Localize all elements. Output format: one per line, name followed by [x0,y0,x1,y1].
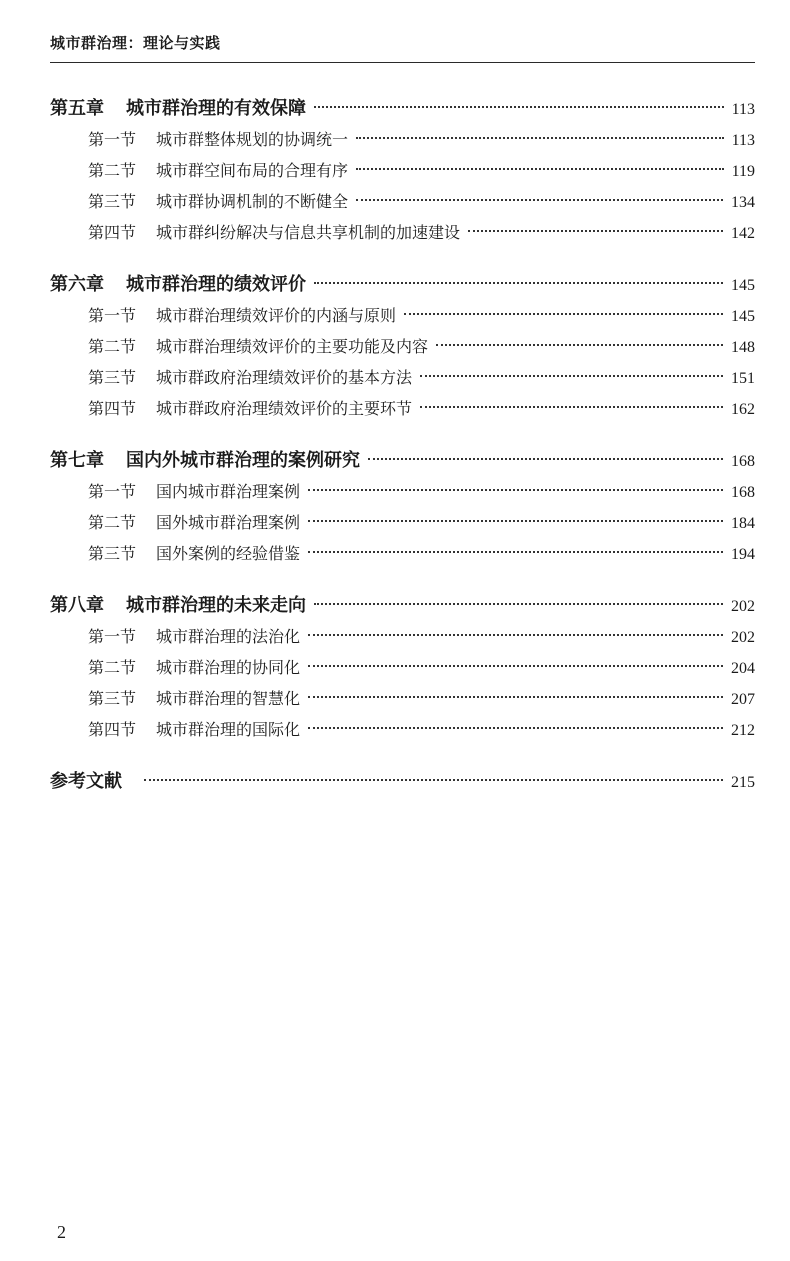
dot-leader [468,230,723,232]
section-title: 城市群治理的法治化 [156,627,301,646]
dot-leader [314,282,723,284]
dot-leader [308,551,723,553]
section-page: 207 [731,691,755,708]
toc-section-entry[interactable] [50,362,755,393]
toc-section-entry[interactable] [50,217,755,248]
section-title: 城市群政府治理绩效评价的基本方法 [156,368,413,387]
toc-section-entry[interactable] [50,331,755,362]
section-number: 第一节 [88,306,137,325]
section-page: 184 [731,515,755,532]
section-number: 第三节 [88,689,137,708]
references-page: 215 [731,774,755,791]
dot-leader [314,603,723,605]
table-of-contents [50,94,755,797]
dot-leader [308,665,723,667]
section-page: 204 [731,660,755,677]
references-title: 参考文献 [50,771,122,792]
toc-section-entry[interactable] [50,300,755,331]
chapter-title: 城市群治理的有效保障 [126,98,306,119]
section-number: 第四节 [88,223,137,242]
toc-section-entry[interactable] [50,621,755,652]
section-page: 119 [731,163,755,180]
toc-section-entry[interactable] [50,652,755,683]
section-title: 城市群政府治理绩效评价的主要环节 [156,399,413,418]
section-number: 第三节 [88,368,137,387]
dot-leader [368,458,723,460]
toc-chapter-entry[interactable] [50,94,755,124]
dot-leader [308,696,723,698]
section-title: 城市群治理的国际化 [156,720,301,739]
section-number: 第一节 [88,627,137,646]
section-title: 城市群治理的协同化 [156,658,301,677]
toc-section-entry[interactable] [50,476,755,507]
dot-leader [308,634,723,636]
section-number: 第二节 [88,513,137,532]
toc-chapter-entry[interactable] [50,446,755,476]
toc-chapter [50,270,755,424]
dot-leader [420,406,723,408]
section-title: 城市群治理的智慧化 [156,689,301,708]
chapter-page: 145 [731,277,755,294]
toc-section-entry[interactable] [50,714,755,745]
page-number: 2 [57,1222,66,1242]
section-page: 142 [731,225,755,242]
toc-section-entry[interactable] [50,683,755,714]
dot-leader [404,313,723,315]
section-number: 第二节 [88,161,137,180]
section-number: 第二节 [88,337,137,356]
toc-chapter [50,591,755,745]
toc-section-entry[interactable] [50,155,755,186]
section-title: 城市群纠纷解决与信息共享机制的加速建设 [156,223,461,242]
section-number: 第一节 [88,482,137,501]
chapter-title: 城市群治理的未来走向 [126,595,306,616]
dot-leader [314,106,724,108]
section-title: 城市群协调机制的不断健全 [156,192,349,211]
chapter-number: 第七章 [50,450,104,471]
section-page: 113 [731,132,755,149]
section-title: 城市群整体规划的协调统一 [156,130,349,149]
section-number: 第四节 [88,720,137,739]
section-title: 国内城市群治理案例 [156,482,301,501]
section-number: 第二节 [88,658,137,677]
dot-leader [436,344,723,346]
dot-leader [144,779,723,781]
section-title: 城市群治理绩效评价的内涵与原则 [156,306,397,325]
section-page: 151 [731,370,755,387]
section-title: 国外城市群治理案例 [156,513,301,532]
chapter-page: 113 [731,101,755,118]
toc-references [50,767,755,797]
chapter-title: 城市群治理的绩效评价 [126,274,306,295]
chapter-number: 第八章 [50,595,104,616]
section-number: 第四节 [88,399,137,418]
running-header: 城市群治理：理论与实践 [50,34,221,52]
section-page: 168 [731,484,755,501]
dot-leader [308,727,723,729]
chapter-number: 第六章 [50,274,104,295]
section-page: 212 [731,722,755,739]
toc-chapter [50,446,755,569]
chapter-number: 第五章 [50,98,104,119]
dot-leader [356,199,723,201]
section-number: 第三节 [88,192,137,211]
section-number: 第三节 [88,544,137,563]
toc-section-entry[interactable] [50,507,755,538]
section-page: 202 [731,629,755,646]
section-page: 194 [731,546,755,563]
section-page: 162 [731,401,755,418]
dot-leader [308,489,723,491]
section-title: 国外案例的经验借鉴 [156,544,301,563]
toc-section-entry[interactable] [50,186,755,217]
section-title: 城市群空间布局的合理有序 [156,161,349,180]
toc-section-entry[interactable] [50,124,755,155]
chapter-title: 国内外城市群治理的案例研究 [126,450,360,471]
toc-references-entry[interactable] [50,767,755,797]
chapter-page: 168 [731,453,755,470]
section-page: 145 [731,308,755,325]
toc-section-entry[interactable] [50,538,755,569]
chapter-page: 202 [731,598,755,615]
dot-leader [420,375,723,377]
toc-chapter [50,94,755,248]
header-rule [50,62,755,63]
dot-leader [356,168,724,170]
section-number: 第一节 [88,130,137,149]
section-page: 134 [731,194,755,211]
dot-leader [356,137,724,139]
toc-chapter-entry[interactable] [50,270,755,300]
section-title: 城市群治理绩效评价的主要功能及内容 [156,337,429,356]
toc-section-entry[interactable] [50,393,755,424]
toc-chapter-entry[interactable] [50,591,755,621]
section-page: 148 [731,339,755,356]
dot-leader [308,520,723,522]
